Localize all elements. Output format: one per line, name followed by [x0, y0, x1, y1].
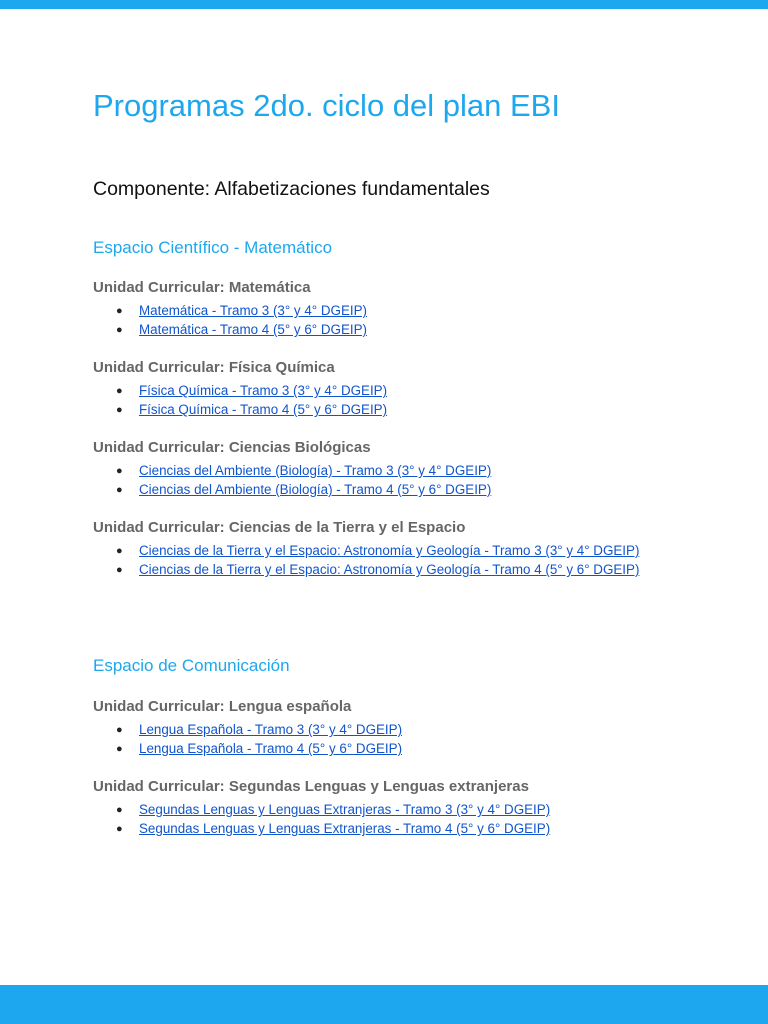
unit-title-matematica: Unidad Curricular: Matemática — [93, 279, 311, 296]
link-segundas-lenguas-tramo-4[interactable]: Segundas Lenguas y Lenguas Extranjeras - Tramo 4 (5° y 6° DGEIP) — [139, 821, 551, 836]
bullet-icon: ● — [116, 484, 123, 496]
page-title: Programas 2do. ciclo del plan EBI — [93, 88, 560, 123]
bullet-icon: ● — [116, 804, 123, 816]
link-list-tierra-espacio — [93, 542, 668, 580]
link-list-ciencias-biologicas — [93, 462, 668, 500]
top-accent-bar — [0, 0, 768, 9]
link-lengua-espanola-tramo-4[interactable]: Lengua Española - Tramo 4 (5° y 6° DGEIP) — [139, 741, 403, 756]
bullet-icon: ● — [116, 305, 123, 317]
list-item — [93, 740, 668, 759]
link-fisica-quimica-tramo-3[interactable]: Física Química - Tramo 3 (3° y 4° DGEIP) — [139, 383, 388, 398]
list-item — [93, 302, 668, 321]
unit-title-tierra-espacio: Unidad Curricular: Ciencias de la Tierra y el Espacio — [93, 519, 466, 536]
unit-title-ciencias-biologicas: Unidad Curricular: Ciencias Biológicas — [93, 439, 371, 456]
link-list-fisica-quimica — [93, 382, 668, 420]
bullet-icon: ● — [116, 724, 123, 736]
bullet-icon: ● — [116, 404, 123, 416]
bottom-accent-bar — [0, 985, 768, 1024]
list-item — [93, 321, 668, 340]
unit-title-lengua-espanola: Unidad Curricular: Lengua española — [93, 698, 352, 715]
list-item — [93, 481, 668, 500]
bullet-icon: ● — [116, 324, 123, 336]
link-list-segundas-lenguas — [93, 801, 668, 839]
unit-title-segundas-lenguas: Unidad Curricular: Segundas Lenguas y Lenguas extranjeras — [93, 778, 529, 795]
link-fisica-quimica-tramo-4[interactable]: Física Química - Tramo 4 (5° y 6° DGEIP) — [139, 402, 388, 417]
component-heading: Componente: Alfabetizaciones fundamentales — [93, 178, 490, 200]
bullet-icon: ● — [116, 465, 123, 477]
link-tierra-espacio-tramo-4[interactable]: Ciencias de la Tierra y el Espacio: Astronomía y Geología - Tramo 4 (5° y 6° DGEIP) — [139, 562, 640, 577]
bullet-icon: ● — [116, 385, 123, 397]
link-list-matematica — [93, 302, 668, 340]
link-list-lengua-espanola — [93, 721, 668, 759]
link-lengua-espanola-tramo-3[interactable]: Lengua Española - Tramo 3 (3° y 4° DGEIP) — [139, 722, 403, 737]
link-tierra-espacio-tramo-3[interactable]: Ciencias de la Tierra y el Espacio: Astronomía y Geología - Tramo 3 (3° y 4° DGEIP) — [139, 543, 640, 558]
bullet-icon: ● — [116, 743, 123, 755]
bullet-icon: ● — [116, 545, 123, 557]
unit-title-fisica-quimica: Unidad Curricular: Física Química — [93, 359, 335, 376]
list-item — [93, 462, 668, 481]
list-item — [93, 801, 668, 820]
bullet-icon: ● — [116, 564, 123, 576]
list-item — [93, 542, 668, 561]
list-item — [93, 382, 668, 401]
link-matematica-tramo-4[interactable]: Matemática - Tramo 4 (5° y 6° DGEIP) — [139, 322, 367, 337]
link-ciencias-ambiente-tramo-4[interactable]: Ciencias del Ambiente (Biología) - Tramo 4 (5° y 6° DGEIP) — [139, 482, 492, 497]
list-item — [93, 820, 668, 839]
list-item — [93, 561, 668, 580]
space-heading-comunicacion: Espacio de Comunicación — [93, 656, 290, 675]
space-heading-cientifico: Espacio Científico - Matemático — [93, 238, 333, 257]
link-ciencias-ambiente-tramo-3[interactable]: Ciencias del Ambiente (Biología) - Tramo 3 (3° y 4° DGEIP) — [139, 463, 492, 478]
link-segundas-lenguas-tramo-3[interactable]: Segundas Lenguas y Lenguas Extranjeras - Tramo 3 (3° y 4° DGEIP) — [139, 802, 551, 817]
list-item — [93, 401, 668, 420]
bullet-icon: ● — [116, 823, 123, 835]
link-matematica-tramo-3[interactable]: Matemática - Tramo 3 (3° y 4° DGEIP) — [139, 303, 367, 318]
list-item — [93, 721, 668, 740]
